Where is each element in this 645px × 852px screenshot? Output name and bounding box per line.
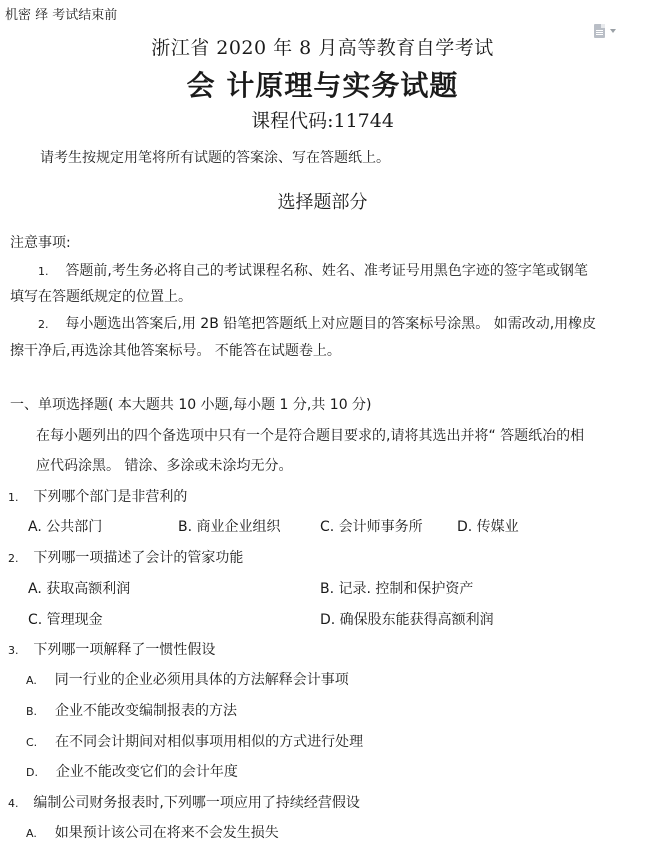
option-letter: B. xyxy=(26,705,38,718)
question-3 xyxy=(8,639,215,659)
note-text: 答题前,考生务必将自己的考试课程名称、姓名、准考证号用黑色字迹的签字笔或钢笔 xyxy=(65,263,588,279)
option-2a[interactable]: A. 获取高额利润 xyxy=(28,581,131,597)
question-number: 2. xyxy=(8,552,19,565)
note-number: 1. xyxy=(38,265,49,278)
note-item-2-cont: 擦干净后,再选涂其他答案标号。 不能答在试题卷上。 xyxy=(10,343,341,359)
option-3b[interactable] xyxy=(26,700,237,720)
question-4 xyxy=(8,792,360,812)
question-number: 1. xyxy=(8,491,19,504)
option-letter: C. xyxy=(26,736,38,749)
note-item-2 xyxy=(38,313,596,333)
option-1c[interactable]: C. 会计师事务所 xyxy=(320,519,423,535)
question-text: 编制公司财务报表时,下列哪一项应用了持续经营假设 xyxy=(33,795,360,811)
option-1b[interactable]: B. 商业企业组织 xyxy=(178,519,281,535)
question-2 xyxy=(8,547,243,567)
option-2b[interactable]: B. 记录. 控制和保护资产 xyxy=(320,581,474,597)
question-text: 下列哪一项描述了会计的管家功能 xyxy=(33,550,244,566)
option-letter: A. xyxy=(26,827,37,840)
question-1 xyxy=(8,486,187,506)
option-3c[interactable] xyxy=(26,731,363,751)
option-2c[interactable]: C. 管理现金 xyxy=(28,612,103,628)
intro-text: 请考生按规定用笔将所有试题的答案涂、写在答题纸上。 xyxy=(40,150,390,166)
option-1d[interactable]: D. 传媒业 xyxy=(457,519,519,535)
question-number: 3. xyxy=(8,644,19,657)
section-title: 选择题部分 xyxy=(277,192,368,213)
question-number: 4. xyxy=(8,797,19,810)
notes-heading: 注意事项: xyxy=(10,235,71,251)
option-text: 企业不能改变它们的会计年度 xyxy=(55,764,238,780)
part1-instruction: 在每小题列出的四个备选项中只有一个是符合题目要求的,请将其选出并将“ 答题纸冶的相 xyxy=(36,428,585,444)
question-text: 下列哪个部门是非营利的 xyxy=(33,489,188,505)
option-text: 在不同会计期间对相似事项用相似的方式进行处理 xyxy=(55,734,364,750)
course-code: 课程代码:11744 xyxy=(251,110,394,132)
option-letter: A. xyxy=(26,674,37,687)
part1-instruction-cont: 应代码涂黑。 错涂、多涂或未涂均无分。 xyxy=(36,458,293,474)
exam-line: 浙江省 2020 年 8 月高等教育自学考试 xyxy=(151,37,494,59)
confidential-mark: 机密 绎 考试结束前 xyxy=(5,8,118,23)
option-2d[interactable]: D. 确保股东能获得高额利润 xyxy=(320,612,494,628)
option-3d[interactable] xyxy=(26,761,238,781)
page-title: 会 计原理与实务试题 xyxy=(186,69,459,102)
note-text: 每小题选出答案后,用 2B 铅笔把答题纸上对应题目的答案标号涂黑。 如需改动,用橡皮 xyxy=(65,316,597,332)
option-text: 如果预计该公司在将来不会发生损失 xyxy=(54,825,279,841)
note-item-1 xyxy=(38,260,588,280)
option-1a[interactable]: A. 公共部门 xyxy=(28,519,103,535)
option-3a[interactable] xyxy=(26,669,349,689)
note-item-1-cont: 填写在答题纸规定的位置上。 xyxy=(10,289,192,305)
note-number: 2. xyxy=(38,318,49,331)
part1-heading: 一、单项选择题( 本大题共 10 小题,每小题 1 分,共 10 分) xyxy=(10,397,372,413)
option-text: 企业不能改变编制报表的方法 xyxy=(54,703,237,719)
option-letter: D. xyxy=(26,766,38,779)
question-text: 下列哪一项解释了一惯性假设 xyxy=(33,642,216,658)
option-text: 同一行业的企业必须用具体的方法解释会计事项 xyxy=(54,672,349,688)
option-4a[interactable] xyxy=(26,822,279,842)
